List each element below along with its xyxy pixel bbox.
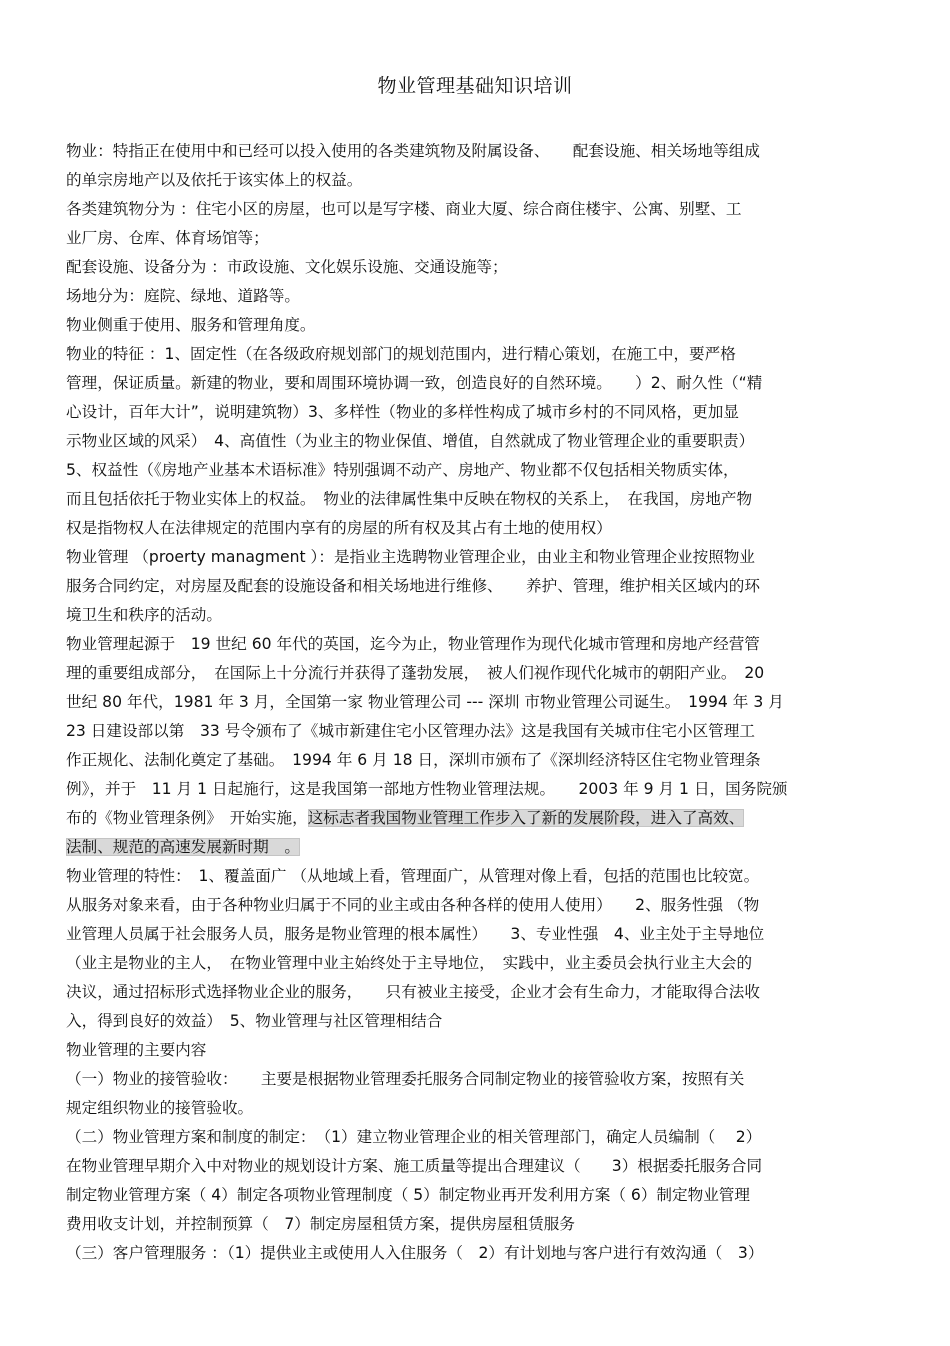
body-line: 业厂房、仓库、体育场馆等；	[66, 229, 269, 247]
body-line: （二）物业管理方案和制度的制定： （1）建立物业管理企业的相关管理部门，确定人员编制（ 2）	[66, 1128, 762, 1146]
body-line: 从服务对象来看，由于各种物业归属于不同的业主或由各种各样的使用人使用） 2、服务性强 （物	[66, 896, 760, 914]
body-line: 5、权益性（《房地产业基本术语标准》特别强调不动产、房地产、物业都不仅包括相关物质实体，	[66, 461, 739, 479]
body-line-highlighted	[66, 833, 896, 862]
body-line: 例》，并于 11 月 1 日起施行，这是我国第一部地方性物业管理法规。 2003 年 9 月 1 日，国务院颁	[66, 780, 788, 798]
body-line: 服务合同约定，对房屋及配套的设施设备和相关场地进行维修、 养护、管理，维护相关区域内的环	[66, 577, 760, 595]
body-line: 23 日建设部以第 33 号令颁布了《城市新建住宅小区管理办法》这是我国有关城市住宅小区管理工	[66, 722, 755, 740]
body-line: 各类建筑物分为 ：住宅小区的房屋，也可以是写字楼、商业大厦、综合商住楼宇、公寓、别墅、工	[66, 200, 742, 218]
body-line: 物业管理起源于 19 世纪 60 年代的英国，迄今为止，物业管理作为现代化城市管理和房地产经营管	[66, 635, 760, 653]
body-line: 示物业区域的风采） 4、高值性（为业主的物业保值、增值，自然就成了物业管理企业的重要职责）	[66, 432, 755, 450]
body-line: 入，得到良好的效益） 5、物业管理与社区管理相结合	[66, 1012, 443, 1030]
body-line: （一）物业的接管验收： 主要是根据物业管理委托服务合同制定物业的接管验收方案，按照有关	[66, 1070, 745, 1088]
body-line: 物业：特指正在使用中和已经可以投入使用的各类建筑物及附属设备、 配套设施、相关场地等组成	[66, 142, 760, 160]
body-line: 而且包括依托于物业实体上的权益。 物业的法律属性集中反映在物权的关系上， 在我国，房地产物	[66, 490, 753, 508]
section-heading: 物业管理的主要内容	[66, 1041, 207, 1059]
highlighted-text: 法制、规范的高速发展新时期 。	[66, 838, 300, 856]
body-line: 物业侧重于使用、服务和管理角度。	[66, 316, 316, 334]
body-line: （业主是物业的主人， 在物业管理中业主始终处于主导地位， 实践中，业主委员会执行业主大会的	[66, 954, 753, 972]
body-line: 的单宗房地产以及依托于该实体上的权益。	[66, 171, 363, 189]
body-line: 理的重要组成部分， 在国际上十分流行并获得了蓬勃发展， 被人们视作现代化城市的朝阳产业。 20	[66, 664, 765, 682]
document-title: 物业管理基础知识培训	[377, 75, 573, 97]
body-line: 物业管理 （proerty managment ）：是指业主选聘物业管理企业，由业主和物业管理企业按照物业	[66, 548, 755, 566]
body-line: （三）客户管理服务 ：（1）提供业主或使用人入住服务（ 2）有计划地与客户进行有效沟通（ 3）	[66, 1244, 764, 1262]
body-line: 世纪 80 年代，1981 年 3 月，全国第一家 物业管理公司 --- 深圳 市物业管理公司诞生。 1994 年 3 月	[66, 693, 784, 711]
body-line: 物业的特征 ：1、固定性（在各级政府规划部门的规划范围内，进行精心策划，在施工中，要严格	[66, 345, 736, 363]
body-line: 场地分为：庭院、绿地、道路等。	[66, 287, 300, 305]
body-line-highlighted	[66, 804, 896, 833]
body-line: 规定组织物业的接管验收。	[66, 1099, 254, 1117]
body-line: 配套设施、设备分为 ：市政设施、文化娱乐设施、交通设施等；	[66, 258, 508, 276]
highlighted-text: 这标志者我国物业管理工作步入了新的发展阶段，进入了高效、	[307, 809, 745, 827]
body-line: 境卫生和秩序的活动。	[66, 606, 222, 624]
body-text: 布的《物业管理条例》 开始实施，	[66, 809, 308, 827]
body-line: 作正规化、法制化奠定了基础。 1994 年 6 月 18 日，深圳市颁布了《深圳经济特区住宅物业管理条	[66, 751, 761, 769]
body-line: 管理，保证质量。新建的物业，要和周围环境协调一致，创造良好的自然环境。 ）2、耐久性（“精	[66, 374, 763, 392]
body-line: 费用收支计划，并控制预算（ 7）制定房屋租赁方案，提供房屋租赁服务	[66, 1215, 575, 1233]
body-line: 决议，通过招标形式选择物业企业的服务， 只有被业主接受，企业才会有生命力，才能取得合法收	[66, 983, 760, 1001]
body-line: 制定物业管理方案（ 4）制定各项物业管理制度（ 5）制定物业再开发利用方案（ 6）制定物业管理	[66, 1186, 750, 1204]
body-line: 权是指物权人在法律规定的范围内享有的房屋的所有权及其占有土地的使用权）	[66, 519, 612, 537]
body-line: 业管理人员属于社会服务人员，服务是物业管理的根本属性） 3、专业性强 4、业主处于主导地位	[66, 925, 765, 943]
body-line: 在物业管理早期介入中对物业的规划设计方案、施工质量等提出合理建议（ 3）根据委托服务合同	[66, 1157, 763, 1175]
body-line: 心设计，百年大计”，说明建筑物）3、多样性（物业的多样性构成了城市乡村的不同风格，更加显	[66, 403, 739, 421]
body-line: 物业管理的特性： 1、覆盖面广 （从地域上看，管理面广，从管理对像上看，包括的范围也比较宽。	[66, 867, 760, 885]
document-body	[66, 137, 896, 1268]
